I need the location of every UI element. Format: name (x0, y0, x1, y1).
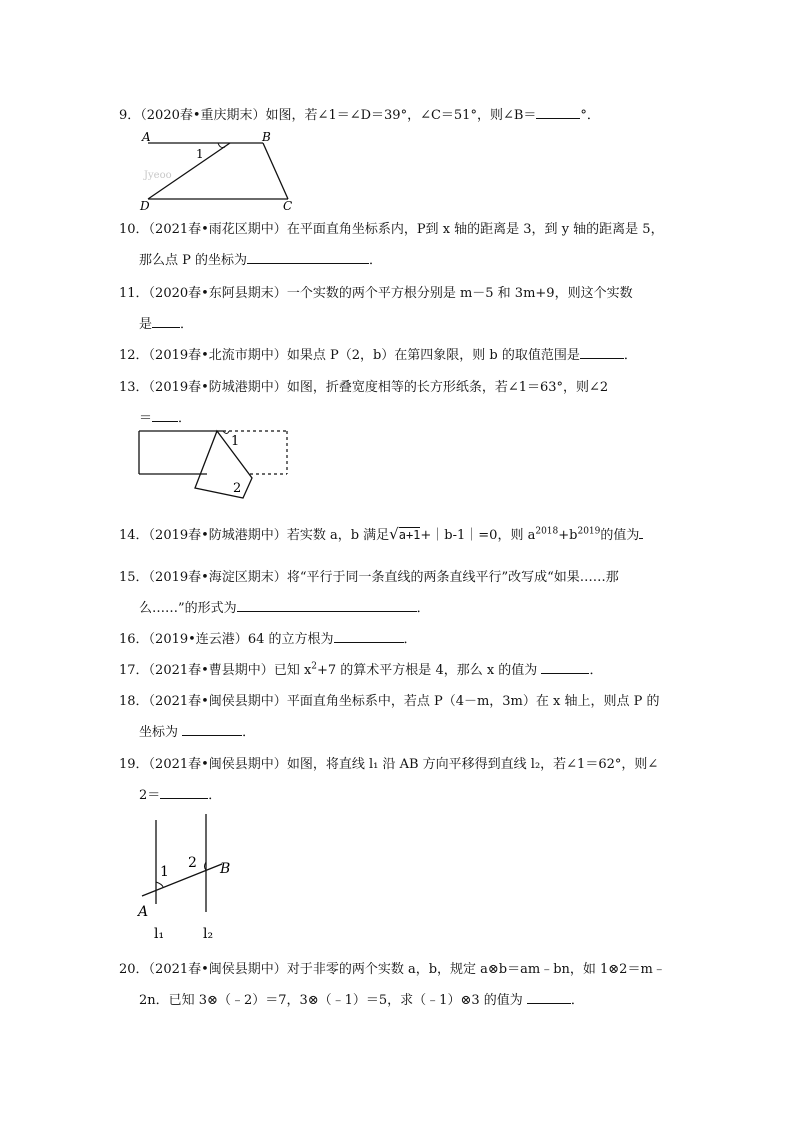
question-11-line2: 是 ． (139, 317, 194, 332)
label-2: 2 (233, 481, 242, 496)
question-19-line2: 2＝ ． (139, 788, 222, 803)
question-13-line2: ＝ ． (139, 411, 192, 426)
answer-blank[interactable] (182, 723, 242, 736)
label-c: C (283, 199, 293, 212)
answer-blank[interactable] (237, 599, 417, 612)
answer-blank[interactable] (160, 786, 208, 799)
label-2: 2 (188, 855, 197, 871)
question-19: 19．（2021春•闽侯县期中）如图，将直线 l₁ 沿 AB 方向平移得到直线 l₂，若∠1＝62°，则∠ (119, 757, 659, 772)
answer-blank[interactable] (541, 661, 589, 674)
label-b: B (262, 130, 271, 144)
label-l2: l₂ (203, 926, 214, 942)
answer-blank[interactable] (152, 315, 180, 328)
question-13: 13．（2019春•防城港期中）如图，折叠宽度相等的长方形纸条，若∠1＝63°，则∠2 (119, 380, 609, 395)
question-17: 17．（2021春•曹县期中）已知 $x^2+7$ 的算术平方根是 4，那么 x 的值为 ． (119, 661, 603, 678)
label-1: 1 (160, 864, 169, 880)
segment-bc (263, 143, 288, 199)
question-15: 15．（2019春•海淀区期末）将“平行于同一条直线的两条直线平行”改写成“如果……那 (119, 570, 619, 585)
question-20-line2: 2n．已知 3⊗（﹣2）＝7，3⊗（﹣1）＝5，求（﹣1）⊗3 的值为 ． (139, 993, 584, 1008)
label-a: A (142, 130, 151, 144)
figure-q13 (137, 428, 291, 504)
answer-blank[interactable] (639, 526, 643, 539)
answer-blank[interactable] (580, 346, 624, 359)
answer-blank[interactable] (536, 106, 580, 119)
question-18: 18．（2021春•闽侯县期中）平面直角坐标系中，若点 P（4－m，3m）在 x 轴上，则点 P 的 (119, 694, 660, 709)
figure-q9 (138, 128, 298, 212)
question-18-line2: 坐标为 ． (139, 725, 256, 740)
question-20: 20．（2021春•闽侯县期中）对于非零的两个实数 a，b，规定 a⊗b＝am﹣bn，如 1⊗2＝m﹣ (119, 962, 666, 977)
sqrt-sign: √ (389, 525, 399, 543)
question-10: 10．（2021春•雨花区期中）在平面直角坐标系内，P到 x 轴的距离是 3，到 y 轴的距离是 5， (119, 222, 664, 237)
angle-1-arc (218, 143, 225, 148)
answer-blank[interactable] (527, 991, 571, 1004)
question-12: 12．（2019春•北流市期中）如果点 P（2，b）在第四象限，则 b 的取值范围是 ． (119, 348, 637, 363)
question-16: 16．（2019•连云港）64 的立方根为 ． (119, 632, 417, 647)
label-b: B (220, 861, 231, 877)
radicand: a+1 (398, 528, 421, 542)
figure-q19 (130, 812, 250, 946)
question-9: 9．（2020春•重庆期末）如图，若∠1＝∠D＝39°，∠C＝51°，则∠B＝ °． (119, 108, 600, 123)
label-d: D (140, 199, 150, 212)
angle-1-arc (156, 882, 163, 887)
answer-blank[interactable] (247, 251, 369, 264)
label-a: A (138, 904, 149, 920)
label-l1: l₁ (154, 926, 165, 942)
question-10-line2: 那么点 P 的坐标为 ． (139, 253, 383, 268)
question-15-line2: 么……”的形式为 ． (139, 601, 430, 616)
question-11: 11．（2020春•东阿县期末）一个实数的两个平方根分别是 m－5 和 3m+9，则这个实数 (119, 286, 633, 301)
label-1: 1 (231, 434, 240, 449)
label-1: 1 (196, 147, 204, 161)
folded-part (195, 431, 252, 498)
question-14: 14．（2019春•防城港期中）若实数 a，b 满足√a+1+｜b-1｜=0，则 $a^{2018}+b^{2019}$的值为 (119, 524, 643, 543)
segment-ab (142, 864, 222, 896)
watermark: Jyeoo (144, 170, 172, 181)
answer-blank[interactable] (152, 409, 178, 422)
answer-blank[interactable] (334, 630, 404, 643)
